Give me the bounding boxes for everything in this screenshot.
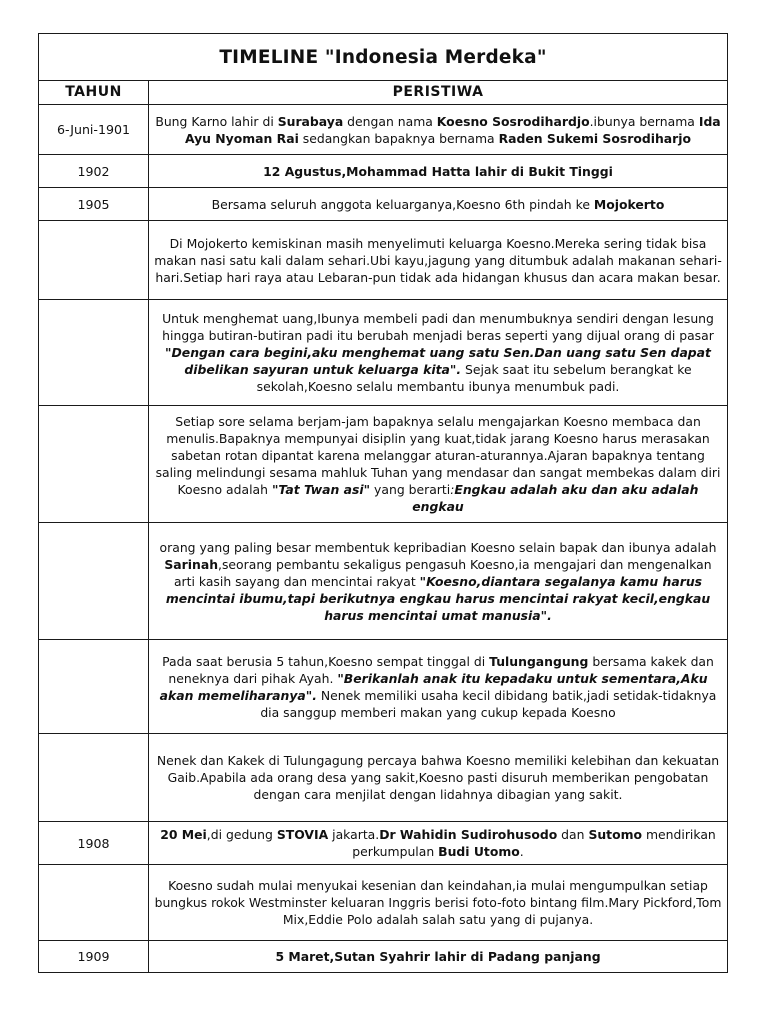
- column-header-year: TAHUN: [39, 81, 149, 105]
- event-cell: [149, 822, 728, 865]
- event-text-segment: :: [450, 482, 455, 497]
- year-cell: [39, 640, 149, 734]
- event-text-segment: bersama kakek dan neneknya dari pihak Ayah.: [168, 653, 714, 686]
- timeline-table: [38, 33, 728, 973]
- event-text: [153, 539, 723, 624]
- event-text-segment: ,di gedung: [206, 827, 277, 842]
- event-text-segment: 5 Maret,Sutan Syahrir lahir di Padang panjang: [275, 949, 601, 964]
- event-cell: [149, 406, 728, 523]
- timeline-row: [39, 155, 728, 188]
- event-text-segment: Sutomo: [588, 827, 643, 842]
- event-text: [153, 752, 723, 803]
- event-cell: [149, 640, 728, 734]
- event-text-segment: Budi Utomo: [438, 844, 520, 859]
- year-cell: 1908: [39, 822, 149, 865]
- year-cell: 1909: [39, 941, 149, 973]
- year-cell: 1902: [39, 155, 149, 188]
- header-row: [39, 81, 728, 105]
- timeline-row: [39, 523, 728, 640]
- event-text-segment: yang berarti: [370, 482, 451, 497]
- event-text-segment: 12 Agustus,Mohammad Hatta lahir di Bukit Tinggi: [263, 163, 613, 179]
- title-row: [39, 34, 728, 81]
- event-text: [153, 310, 723, 395]
- event-cell: [149, 941, 728, 973]
- event-text-segment: Bersama seluruh anggota keluarganya,Koesno 6th pindah ke: [211, 196, 594, 212]
- year-cell: [39, 734, 149, 822]
- document-title: TIMELINE "Indonesia Merdeka": [39, 34, 728, 81]
- year-cell: [39, 523, 149, 640]
- event-text-segment: sedangkan bapaknya bernama: [298, 130, 499, 146]
- event-text-segment: dan: [557, 827, 589, 842]
- event-text-segment: Dr Wahidin Sudirohusodo: [379, 827, 558, 842]
- timeline-row: [39, 734, 728, 822]
- event-text: [153, 196, 723, 213]
- event-text-segment: Mojokerto: [593, 196, 665, 212]
- event-text-segment: Sarinah: [164, 556, 219, 572]
- event-text-segment: "Koesno,diantara segalanya kamu harus mencintai ibumu,tapi berikutnya engkau harus mencintai rakyat kecil,engkau harus mencintai umat manusia".: [165, 573, 711, 623]
- event-text-segment: Tulungangung: [489, 653, 589, 669]
- event-text-segment: Surabaya: [277, 113, 344, 129]
- event-cell: [149, 300, 728, 406]
- event-text-segment: .ibunya bernama: [589, 113, 699, 129]
- event-text-segment: Pada saat berusia 5 tahun,Koesno sempat tinggal di: [162, 653, 490, 669]
- event-text-segment: Bung Karno lahir di: [155, 113, 278, 129]
- event-text-segment: Koesno sudah mulai menyukai kesenian dan keindahan,ia mulai mengumpulkan setiap bungkus rokok Westminster keluaran Inggris berisi foto-foto bintang film.Mary Pickford,Tom Mix,Eddie Polo adalah salah satu yang di pujanya.: [154, 878, 722, 927]
- event-text-segment: ,seorang pembantu sekaligus pengasuh Koesno,ia mengajari dan mengenalkan arti kasih sayang dan mencintai rakyat: [173, 556, 712, 589]
- event-text: [153, 653, 723, 721]
- event-text-segment: .: [519, 844, 524, 859]
- event-text-segment: Ida Ayu Nyoman Rai: [184, 113, 721, 146]
- timeline-row: [39, 406, 728, 523]
- year-cell: 6-Juni-1901: [39, 105, 149, 155]
- event-text-segment: Nenek memiliki usaha kecil dibidang batik,jadi setidak-tidaknya dia sanggup memberi makan yang cukup kepada Koesno: [260, 687, 717, 720]
- timeline-row: [39, 105, 728, 155]
- column-header-event: PERISTIWA: [149, 81, 728, 105]
- event-text-segment: dengan nama: [343, 113, 437, 129]
- event-text-segment: Sejak saat itu sebelum berangkat ke sekolah,Koesno selalu membantu ibunya menumbuk padi.: [256, 362, 692, 394]
- event-text-segment: Di Mojokerto kemiskinan masih menyelimuti keluarga Koesno.Mereka sering tidak bisa makan nasi satu kali dalam sehari.Ubi kayu,jagung yang ditumbuk adalah makanan sehari-hari.Setiap hari raya atau Lebaran-pun tidak ada hidangan khusus dan acara makan besar.: [154, 235, 722, 285]
- event-cell: [149, 155, 728, 188]
- event-text-segment: "Berikanlah anak itu kepadaku untuk sementara,Aku akan memeliharanya".: [159, 670, 708, 703]
- timeline-row: [39, 300, 728, 406]
- event-text-segment: "Tat Twan asi": [271, 482, 371, 497]
- event-text-segment: STOVIA: [276, 827, 329, 842]
- event-cell: [149, 734, 728, 822]
- year-cell: [39, 221, 149, 300]
- event-cell: [149, 865, 728, 941]
- event-text: [153, 235, 723, 286]
- event-text: [153, 826, 723, 860]
- timeline-row: [39, 221, 728, 300]
- year-cell: 1905: [39, 188, 149, 221]
- event-text: [153, 413, 723, 515]
- timeline-row: [39, 640, 728, 734]
- event-text: [153, 163, 723, 180]
- event-text-segment: Koesno Sosrodihardjo: [436, 113, 590, 129]
- event-text-segment: mendirikan perkumpulan: [352, 827, 716, 859]
- event-text: [153, 948, 723, 965]
- event-text: [153, 877, 723, 928]
- event-text-segment: Raden Sukemi Sosrodiharjo: [498, 130, 692, 146]
- event-text-segment: Untuk menghemat uang,Ibunya membeli padi dan menumbuknya sendiri dengan lesung hingga butiran-butiran padi itu berubah menjadi beras seperti yang dijual orang di pasar: [162, 311, 714, 343]
- year-cell: [39, 406, 149, 523]
- event-cell: [149, 523, 728, 640]
- year-cell: [39, 865, 149, 941]
- year-cell: [39, 300, 149, 406]
- timeline-row: [39, 865, 728, 941]
- event-text-segment: jakarta.: [328, 827, 380, 842]
- event-cell: [149, 221, 728, 300]
- event-cell: [149, 188, 728, 221]
- timeline-row: [39, 941, 728, 973]
- event-text-segment: Nenek dan Kakek di Tulungagung percaya bahwa Koesno memiliki kelebihan dan kekuatan Gaib.Apabila ada orang desa yang sakit,Koesno pasti disuruh memberikan pengobatan dengan cara menjilat dengan lidahnya dibagian yang sakit.: [156, 753, 720, 802]
- timeline-row: [39, 188, 728, 221]
- event-text-segment: Engkau adalah aku dan aku adalah engkau: [412, 482, 699, 514]
- event-text-segment: orang yang paling besar membentuk kepribadian Koesno selain bapak dan ibunya adalah: [159, 539, 717, 555]
- event-text-segment: Setiap sore selama berjam-jam bapaknya selalu mengajarkan Koesno membaca dan menulis.Bapaknya mempunyai disiplin yang kuat,tidak jarang Koesno harus merasakan sabetan rotan dipantat karena melanggar aturan-aturannya.Ajaran bapaknya tentang saling melindungi sesama mahluk Tuhan yang mendasar dan sangat membekas dalam diri Koesno adalah: [155, 414, 721, 497]
- event-cell: [149, 105, 728, 155]
- event-text-segment: 20 Mei: [160, 827, 207, 842]
- timeline-row: [39, 822, 728, 865]
- event-text: [153, 113, 723, 147]
- event-text-segment: "Dengan cara begini,aku menghemat uang satu Sen.Dan uang satu Sen dapat dibelikan sayuran untuk keluarga kita".: [165, 345, 711, 377]
